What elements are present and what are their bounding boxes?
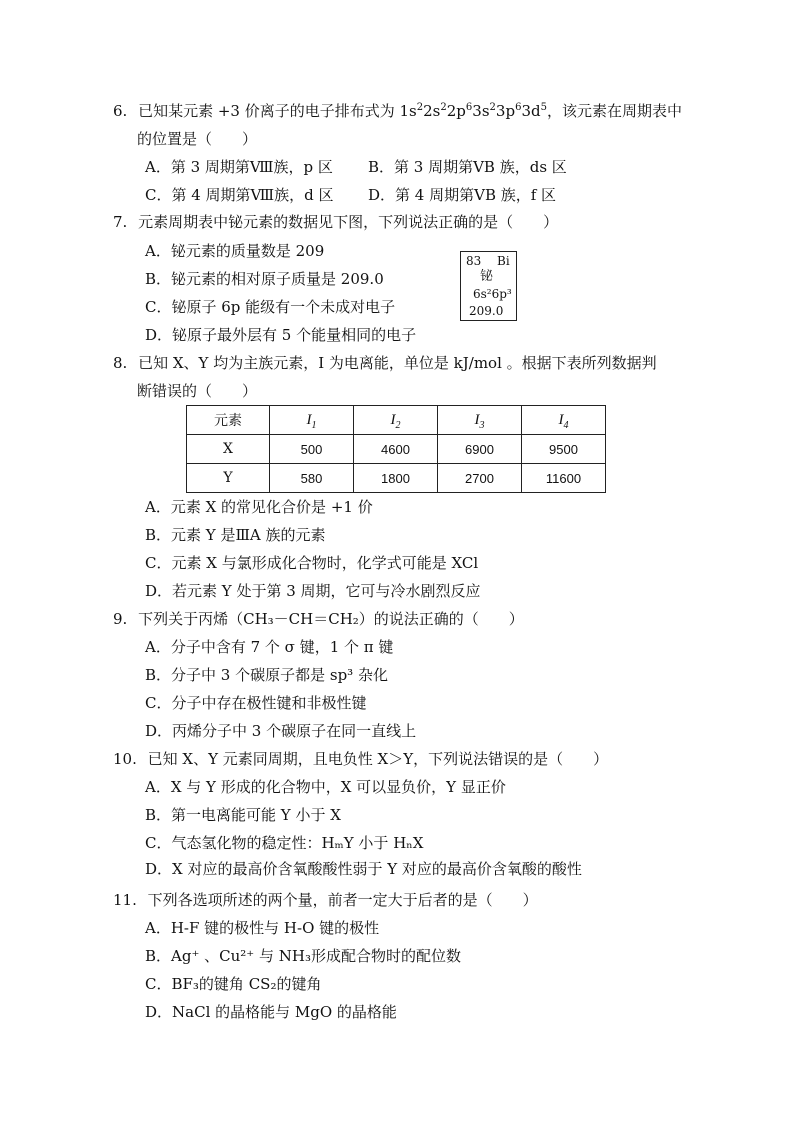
question-stem: 元素周期表中铋元素的数据见下图，下列说法正确的是（ ） — [138, 213, 559, 231]
orbital-label: 3p — [495, 102, 516, 120]
electron-configuration — [417, 102, 547, 120]
electron-count: 6 — [465, 102, 473, 113]
header-cell: $I_3$ — [438, 406, 522, 435]
option-a[interactable]: A．分子中含有 7 个 σ 键，1 个 π 键 — [145, 638, 394, 656]
option-b[interactable]: B．Ag⁺ 、Cu²⁺ 与 NH₃形成配合物时的配位数 — [145, 947, 461, 965]
option-a[interactable]: A．第 3 周期第Ⅷ族，p 区 — [145, 158, 333, 176]
question-number: 7. — [113, 213, 128, 231]
question-7 — [113, 211, 558, 233]
option-c[interactable]: C．分子中存在极性键和非极性键 — [145, 694, 367, 712]
ionization-energy-table — [186, 405, 606, 493]
question-stem: 已知某元素 +3 价离子的电子排布式为 1s — [138, 102, 417, 120]
question-6 — [113, 100, 682, 122]
orbital-label: 2s — [423, 102, 441, 120]
option-b[interactable]: B．铋元素的相对原子质量是 209.0 — [145, 270, 384, 288]
question-stem: 已知 X、Y 元素同周期，且电负性 X＞Y，下列说法错误的是（ ） — [147, 750, 609, 768]
table-cell: 6900 — [438, 435, 522, 464]
table-cell: 2700 — [438, 464, 522, 493]
question-number: 10. — [113, 750, 137, 768]
table-cell: 580 — [270, 464, 354, 493]
element-name: 铋 — [480, 269, 494, 284]
option-d[interactable]: D．NaCl 的晶格能与 MgO 的晶格能 — [145, 1003, 397, 1021]
orbital-label: 3s — [472, 102, 490, 120]
option-d[interactable]: D．X 对应的最高价含氧酸酸性弱于 Y 对应的最高价含氧酸的酸性 — [145, 860, 582, 878]
option-d[interactable]: D．丙烯分子中 3 个碳原子在同一直线上 — [145, 722, 417, 740]
table-cell: X — [187, 435, 270, 464]
valence-configuration: 6s²6p³ — [473, 287, 512, 301]
atomic-mass: 209.0 — [469, 304, 504, 318]
atomic-number: 83 — [466, 254, 482, 268]
question-number: 6. — [113, 102, 128, 120]
option-c[interactable]: C．气态氢化物的稳定性：HₘY 小于 HₙX — [145, 834, 424, 852]
option-a[interactable]: A．铋元素的质量数是 209 — [145, 242, 325, 260]
question-10 — [113, 748, 608, 770]
electron-count: 2 — [416, 102, 424, 113]
option-d[interactable]: D．若元素 Y 处于第 3 周期，它可与冷水剧烈反应 — [145, 582, 481, 600]
electron-count: 2 — [489, 102, 496, 113]
question-number: 8. — [113, 354, 128, 372]
table-header-row — [187, 406, 606, 435]
orbital-label: 3d — [521, 102, 541, 120]
header-cell: $I_1$ — [270, 406, 354, 435]
question-stem: 下列各选项所述的两个量，前者一定大于后者的是（ ） — [147, 891, 538, 909]
option-d[interactable]: D．铋原子最外层有 5 个能量相同的电子 — [145, 326, 417, 344]
table-row — [187, 435, 606, 464]
question-11 — [113, 889, 538, 911]
orbital-label: 2p — [446, 102, 466, 120]
option-a[interactable]: A．H-F 键的极性与 H-O 键的极性 — [145, 919, 380, 937]
table-cell: 11600 — [522, 464, 606, 493]
header-cell: $I_2$ — [354, 406, 438, 435]
option-c[interactable]: C．BF₃的键角 CS₂的键角 — [145, 975, 322, 993]
question-number: 9. — [113, 610, 128, 628]
bismuth-element-card — [460, 251, 517, 321]
table-cell: 9500 — [522, 435, 606, 464]
electron-count: 5 — [540, 102, 547, 113]
option-c[interactable]: C．第 4 周期第Ⅷ族，d 区 — [145, 186, 334, 204]
option-b[interactable]: B．元素 Y 是ⅢA 族的元素 — [145, 526, 326, 544]
header-cell: 元素 — [187, 406, 270, 435]
question-stem-end: ，该元素在周期表中 — [546, 102, 682, 120]
option-c[interactable]: C．铋原子 6p 能级有一个未成对电子 — [145, 298, 396, 316]
question-9 — [113, 608, 524, 630]
table-cell: 4600 — [354, 435, 438, 464]
question-8-line2: 断错误的（ ） — [137, 382, 258, 400]
table-cell: Y — [187, 464, 270, 493]
option-a[interactable]: A．元素 X 的常见化合价是 +1 价 — [145, 498, 373, 516]
question-number: 11. — [113, 891, 137, 909]
option-b[interactable]: B．第一电离能可能 Y 小于 X — [145, 806, 341, 824]
table-cell: 500 — [270, 435, 354, 464]
option-c[interactable]: C．元素 X 与氯形成化合物时，化学式可能是 XCl — [145, 554, 479, 572]
question-8 — [113, 352, 657, 374]
electron-count: 2 — [440, 102, 447, 113]
question-stem: 已知 X、Y 均为主族元素，I 为电离能，单位是 kJ/mol 。根据下表所列数据判 — [138, 354, 657, 372]
table-cell: 1800 — [354, 464, 438, 493]
electron-count: 6 — [515, 102, 522, 113]
option-b[interactable]: B．分子中 3 个碳原子都是 sp³ 杂化 — [145, 666, 388, 684]
question-stem: 下列关于丙烯（CH₃－CH＝CH₂）的说法正确的（ ） — [138, 610, 524, 628]
option-d[interactable]: D．第 4 周期第ⅤB 族，f 区 — [368, 186, 557, 204]
table-row — [187, 464, 606, 493]
question-6-line2: 的位置是（ ） — [137, 130, 258, 148]
option-a[interactable]: A．X 与 Y 形成的化合物中，X 可以显负价，Y 显正价 — [145, 778, 506, 796]
element-symbol: Bi — [497, 254, 510, 268]
header-cell: $I_4$ — [522, 406, 606, 435]
option-b[interactable]: B．第 3 周期第ⅤB 族，ds 区 — [368, 158, 567, 176]
